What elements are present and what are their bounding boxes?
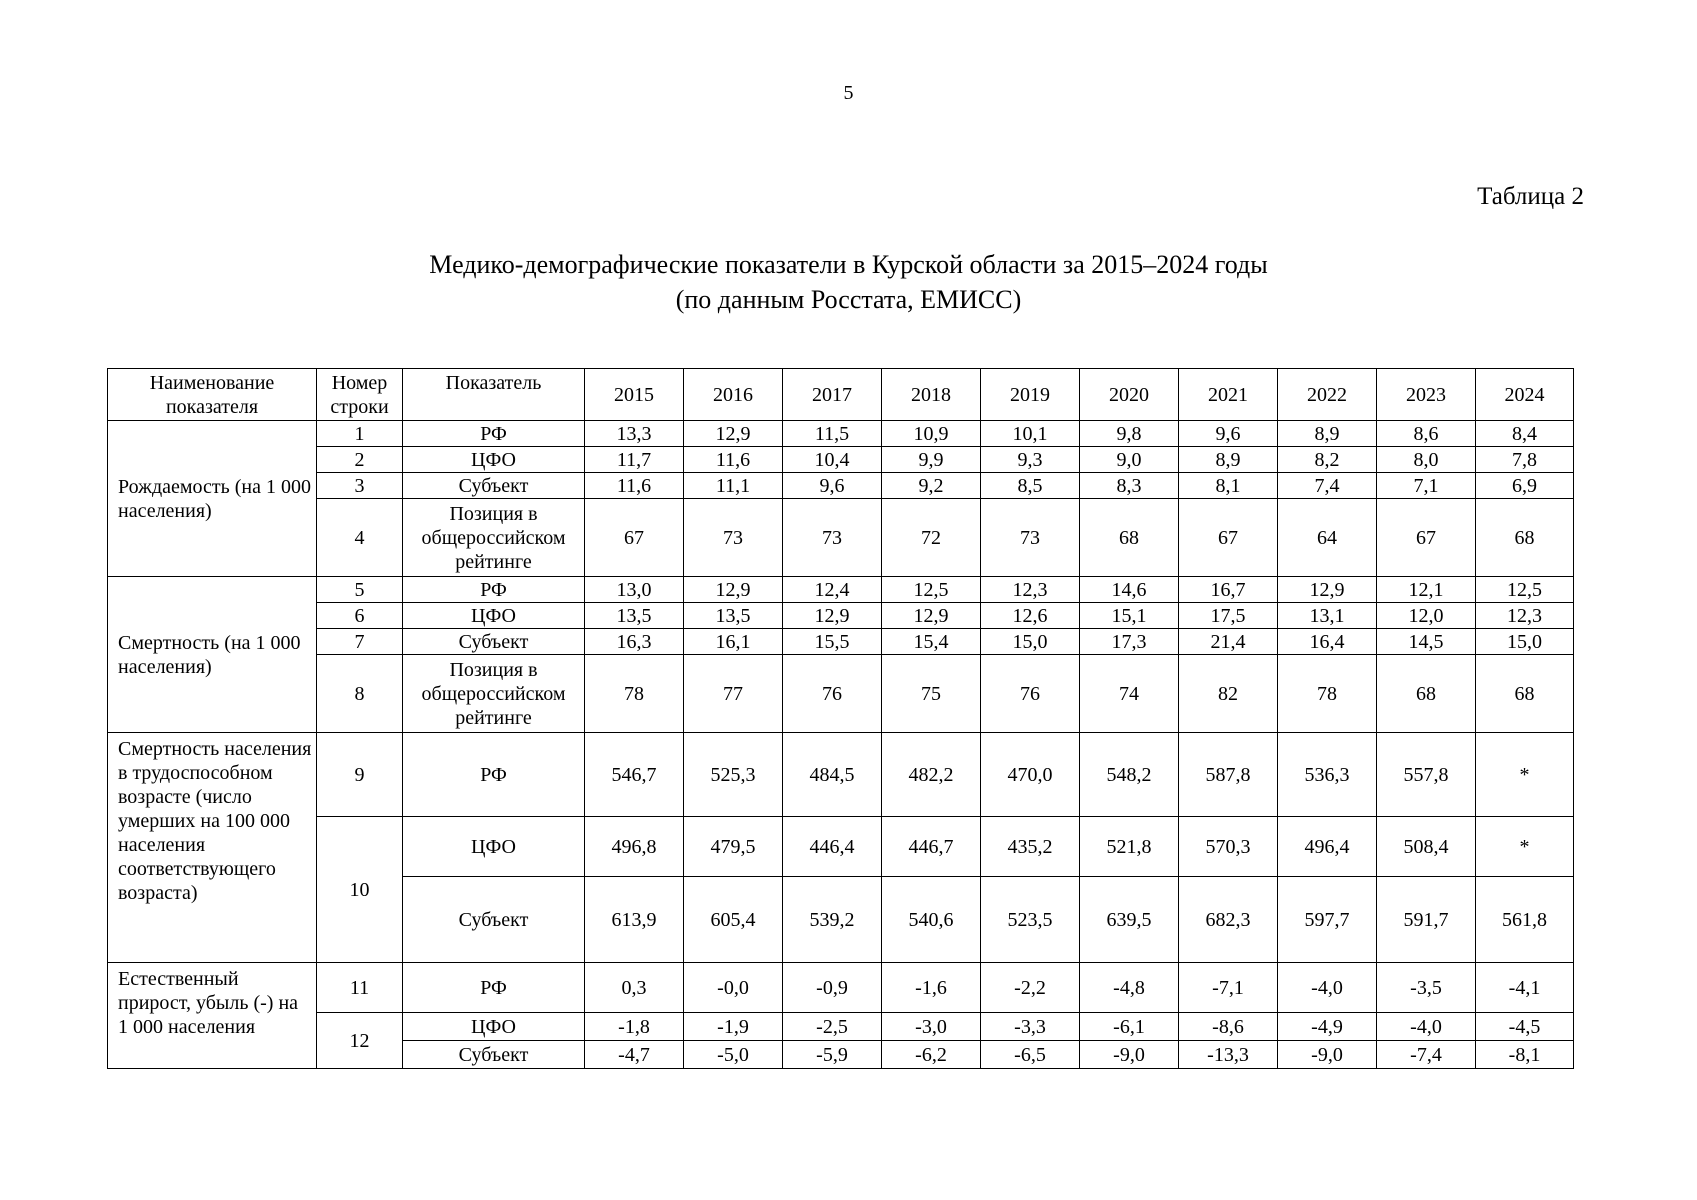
cell-value: 7,8: [1476, 447, 1574, 473]
cell-value: 77: [684, 655, 783, 733]
cell-value: 82: [1179, 655, 1278, 733]
cell-value: 15,5: [783, 629, 882, 655]
cell-value: 15,1: [1080, 603, 1179, 629]
cell-value: -4,5: [1476, 1013, 1574, 1041]
cell-value: 12,9: [783, 603, 882, 629]
cell-value: 12,9: [684, 577, 783, 603]
row-indicator: РФ: [403, 733, 585, 817]
cell-value: 508,4: [1377, 817, 1476, 877]
row-number: 4: [317, 499, 403, 577]
group-name-working-age-mortality: Смертность населения в трудоспособном возрасте (число умерших на 100 000 населения соответствующего возраста): [108, 733, 317, 963]
cell-value: 9,9: [882, 447, 981, 473]
cell-value: *: [1476, 817, 1574, 877]
row-number: 6: [317, 603, 403, 629]
table-row: [108, 963, 1574, 1013]
cell-value: 9,6: [1179, 421, 1278, 447]
cell-value: -1,6: [882, 963, 981, 1013]
cell-value: 12,5: [1476, 577, 1574, 603]
cell-value: 8,2: [1278, 447, 1377, 473]
cell-value: 76: [783, 655, 882, 733]
cell-value: -4,0: [1377, 1013, 1476, 1041]
table-row: [108, 655, 1574, 733]
cell-value: 0,3: [585, 963, 684, 1013]
cell-value: -4,7: [585, 1041, 684, 1069]
row-indicator: ЦФО: [403, 1013, 585, 1041]
cell-value: 8,9: [1278, 421, 1377, 447]
row-number: 1: [317, 421, 403, 447]
cell-value: 446,4: [783, 817, 882, 877]
cell-value: -4,1: [1476, 963, 1574, 1013]
cell-value: 67: [1179, 499, 1278, 577]
cell-value: 523,5: [981, 877, 1080, 963]
row-indicator: ЦФО: [403, 817, 585, 877]
cell-value: -0,9: [783, 963, 882, 1013]
demographics-table: [107, 368, 1574, 1069]
row-indicator: Субъект: [403, 473, 585, 499]
cell-value: -8,1: [1476, 1041, 1574, 1069]
cell-value: 570,3: [1179, 817, 1278, 877]
row-indicator: Субъект: [403, 1041, 585, 1069]
cell-value: 15,0: [981, 629, 1080, 655]
document-title: [0, 247, 1697, 317]
cell-value: 8,4: [1476, 421, 1574, 447]
cell-value: 548,2: [1080, 733, 1179, 817]
cell-value: 605,4: [684, 877, 783, 963]
cell-value: 13,5: [585, 603, 684, 629]
cell-value: 12,3: [981, 577, 1080, 603]
cell-value: 7,1: [1377, 473, 1476, 499]
table-row: [108, 817, 1574, 877]
row-indicator: Субъект: [403, 877, 585, 963]
row-number: 10: [317, 817, 403, 963]
cell-value: 435,2: [981, 817, 1080, 877]
cell-value: 7,4: [1278, 473, 1377, 499]
cell-value: -6,5: [981, 1041, 1080, 1069]
cell-value: -3,5: [1377, 963, 1476, 1013]
group-name-natural-increase: Естественный прирост, убыль (-) на 1 000 населения: [108, 963, 317, 1069]
cell-value: 17,3: [1080, 629, 1179, 655]
header-year: 2019: [981, 369, 1080, 421]
cell-value: 64: [1278, 499, 1377, 577]
cell-value: 68: [1377, 655, 1476, 733]
cell-value: 8,3: [1080, 473, 1179, 499]
cell-value: 14,6: [1080, 577, 1179, 603]
cell-value: 72: [882, 499, 981, 577]
cell-value: 496,8: [585, 817, 684, 877]
row-number: 9: [317, 733, 403, 817]
cell-value: -2,5: [783, 1013, 882, 1041]
cell-value: 16,3: [585, 629, 684, 655]
header-year: 2023: [1377, 369, 1476, 421]
cell-value: 12,9: [684, 421, 783, 447]
row-indicator: Субъект: [403, 629, 585, 655]
cell-value: 13,3: [585, 421, 684, 447]
table-row: [108, 577, 1574, 603]
row-number: 5: [317, 577, 403, 603]
row-indicator: РФ: [403, 421, 585, 447]
table-row: [108, 1013, 1574, 1041]
cell-value: *: [1476, 733, 1574, 817]
cell-value: 67: [585, 499, 684, 577]
header-name: Наименование показателя: [108, 369, 317, 421]
cell-value: 10,1: [981, 421, 1080, 447]
cell-value: 682,3: [1179, 877, 1278, 963]
cell-value: 21,4: [1179, 629, 1278, 655]
cell-value: 73: [783, 499, 882, 577]
cell-value: 525,3: [684, 733, 783, 817]
cell-value: 15,0: [1476, 629, 1574, 655]
cell-value: 587,8: [1179, 733, 1278, 817]
cell-value: 68: [1080, 499, 1179, 577]
cell-value: 9,6: [783, 473, 882, 499]
cell-value: 10,9: [882, 421, 981, 447]
cell-value: 14,5: [1377, 629, 1476, 655]
cell-value: 13,0: [585, 577, 684, 603]
cell-value: 16,1: [684, 629, 783, 655]
table-row: [108, 473, 1574, 499]
cell-value: 15,4: [882, 629, 981, 655]
cell-value: -4,0: [1278, 963, 1377, 1013]
cell-value: -5,0: [684, 1041, 783, 1069]
row-number: 8: [317, 655, 403, 733]
cell-value: 12,4: [783, 577, 882, 603]
cell-value: 557,8: [1377, 733, 1476, 817]
cell-value: 539,2: [783, 877, 882, 963]
cell-value: 74: [1080, 655, 1179, 733]
cell-value: 9,3: [981, 447, 1080, 473]
header-row: [108, 369, 1574, 421]
row-indicator: Позиция в общероссийском рейтинге: [403, 499, 585, 577]
cell-value: 597,7: [1278, 877, 1377, 963]
cell-value: 16,4: [1278, 629, 1377, 655]
cell-value: 10,4: [783, 447, 882, 473]
cell-value: -5,9: [783, 1041, 882, 1069]
cell-value: -6,1: [1080, 1013, 1179, 1041]
cell-value: 68: [1476, 499, 1574, 577]
cell-value: -9,0: [1080, 1041, 1179, 1069]
row-number: 7: [317, 629, 403, 655]
header-year: 2021: [1179, 369, 1278, 421]
cell-value: 68: [1476, 655, 1574, 733]
cell-value: -1,9: [684, 1013, 783, 1041]
cell-value: 8,6: [1377, 421, 1476, 447]
table-row: [108, 603, 1574, 629]
cell-value: 591,7: [1377, 877, 1476, 963]
cell-value: -7,1: [1179, 963, 1278, 1013]
cell-value: -6,2: [882, 1041, 981, 1069]
table-row: [108, 629, 1574, 655]
row-number: 11: [317, 963, 403, 1013]
header-row-number: Номер строки: [317, 369, 403, 421]
cell-value: 75: [882, 655, 981, 733]
cell-value: 73: [684, 499, 783, 577]
group-name-birth-rate: Рождаемость (на 1 000 населения): [108, 421, 317, 577]
header-year: 2020: [1080, 369, 1179, 421]
cell-value: -3,3: [981, 1013, 1080, 1041]
cell-value: 540,6: [882, 877, 981, 963]
cell-value: 521,8: [1080, 817, 1179, 877]
row-number: 2: [317, 447, 403, 473]
table-row: [108, 447, 1574, 473]
header-year: 2015: [585, 369, 684, 421]
cell-value: 12,1: [1377, 577, 1476, 603]
cell-value: -4,9: [1278, 1013, 1377, 1041]
header-year: 2017: [783, 369, 882, 421]
cell-value: 76: [981, 655, 1080, 733]
table-row: [108, 733, 1574, 817]
cell-value: 561,8: [1476, 877, 1574, 963]
cell-value: -9,0: [1278, 1041, 1377, 1069]
table-row: [108, 499, 1574, 577]
cell-value: 9,0: [1080, 447, 1179, 473]
title-line-2: (по данным Росстата, ЕМИСС): [675, 285, 1022, 314]
cell-value: 13,1: [1278, 603, 1377, 629]
cell-value: 470,0: [981, 733, 1080, 817]
title-line-1: Медико-демографические показатели в Курской области за 2015–2024 годы: [429, 250, 1268, 279]
cell-value: 536,3: [1278, 733, 1377, 817]
cell-value: 12,5: [882, 577, 981, 603]
cell-value: 446,7: [882, 817, 981, 877]
cell-value: 67: [1377, 499, 1476, 577]
cell-value: 12,9: [882, 603, 981, 629]
header-year: 2022: [1278, 369, 1377, 421]
cell-value: 613,9: [585, 877, 684, 963]
cell-value: 639,5: [1080, 877, 1179, 963]
cell-value: 13,5: [684, 603, 783, 629]
header-year: 2016: [684, 369, 783, 421]
cell-value: 11,6: [585, 473, 684, 499]
cell-value: 12,0: [1377, 603, 1476, 629]
cell-value: 11,7: [585, 447, 684, 473]
cell-value: 9,2: [882, 473, 981, 499]
cell-value: 8,5: [981, 473, 1080, 499]
cell-value: -8,6: [1179, 1013, 1278, 1041]
cell-value: 16,7: [1179, 577, 1278, 603]
cell-value: -3,0: [882, 1013, 981, 1041]
cell-value: 8,1: [1179, 473, 1278, 499]
cell-value: -1,8: [585, 1013, 684, 1041]
cell-value: 546,7: [585, 733, 684, 817]
cell-value: 17,5: [1179, 603, 1278, 629]
cell-value: 73: [981, 499, 1080, 577]
row-number: 12: [317, 1013, 403, 1069]
cell-value: 12,9: [1278, 577, 1377, 603]
cell-value: 482,2: [882, 733, 981, 817]
cell-value: 78: [1278, 655, 1377, 733]
cell-value: 479,5: [684, 817, 783, 877]
header-indicator: Показатель: [403, 369, 585, 421]
row-number: 3: [317, 473, 403, 499]
cell-value: 11,1: [684, 473, 783, 499]
cell-value: 78: [585, 655, 684, 733]
row-indicator: Позиция в общероссийском рейтинге: [403, 655, 585, 733]
cell-value: 484,5: [783, 733, 882, 817]
cell-value: 6,9: [1476, 473, 1574, 499]
cell-value: -7,4: [1377, 1041, 1476, 1069]
cell-value: -0,0: [684, 963, 783, 1013]
header-year: 2024: [1476, 369, 1574, 421]
header-year: 2018: [882, 369, 981, 421]
row-indicator: ЦФО: [403, 603, 585, 629]
row-indicator: РФ: [403, 577, 585, 603]
cell-value: -13,3: [1179, 1041, 1278, 1069]
group-name-mortality: Смертность (на 1 000 населения): [108, 577, 317, 733]
cell-value: 8,9: [1179, 447, 1278, 473]
cell-value: 11,5: [783, 421, 882, 447]
cell-value: 9,8: [1080, 421, 1179, 447]
cell-value: -2,2: [981, 963, 1080, 1013]
cell-value: 12,6: [981, 603, 1080, 629]
cell-value: -4,8: [1080, 963, 1179, 1013]
page-number: 5: [843, 82, 854, 104]
row-indicator: ЦФО: [403, 447, 585, 473]
row-indicator: РФ: [403, 963, 585, 1013]
cell-value: 12,3: [1476, 603, 1574, 629]
cell-value: 8,0: [1377, 447, 1476, 473]
table-row: [108, 421, 1574, 447]
cell-value: 496,4: [1278, 817, 1377, 877]
cell-value: 11,6: [684, 447, 783, 473]
table-label: Таблица 2: [1477, 183, 1584, 210]
